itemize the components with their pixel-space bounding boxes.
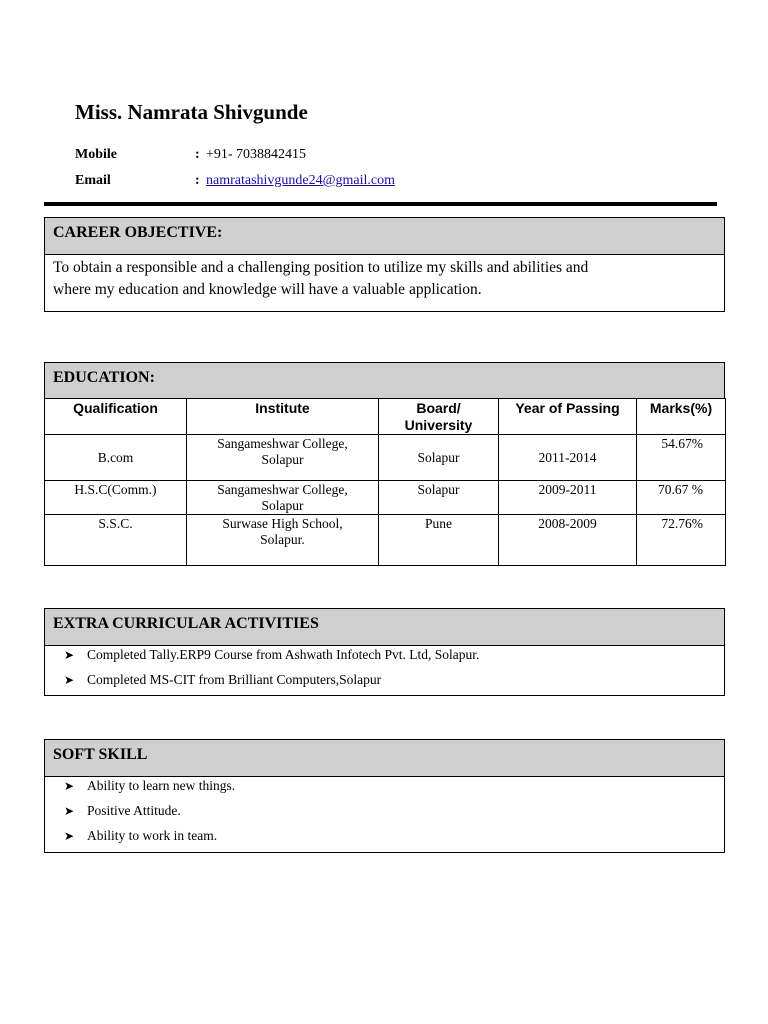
table-row: [45, 481, 726, 515]
career-objective-section: [44, 217, 725, 312]
email-colon: :: [195, 173, 200, 188]
cell-board: Solapur: [379, 481, 499, 515]
cell-year: 2009-2011: [499, 481, 637, 515]
cell-qualification: S.S.C.: [45, 515, 187, 566]
list-item-text: Ability to work in team.: [87, 828, 218, 843]
cell-marks: 54.67%: [637, 435, 726, 481]
table-header-row: [45, 399, 726, 435]
column-header-marks: Marks(%): [637, 399, 726, 435]
cell-board: Pune: [379, 515, 499, 566]
institute-line: Sangameshwar College,: [217, 482, 348, 497]
mobile-colon: :: [195, 147, 200, 162]
cell-marks: 70.67 %: [637, 481, 726, 515]
institute-line: Sangameshwar College,: [217, 436, 348, 451]
list-item-text: Ability to learn new things.: [87, 778, 236, 793]
header-divider: [44, 202, 717, 206]
list-item: [45, 646, 724, 671]
email-link[interactable]: namratashivgunde24@gmail.com: [206, 173, 396, 188]
cell-institute: [187, 481, 379, 515]
column-header-board: Board/ University: [379, 399, 499, 435]
column-header-qualification: Qualification: [45, 399, 187, 435]
soft-skill-list: [45, 777, 724, 852]
extra-curricular-section: [44, 608, 725, 696]
list-item: [45, 827, 724, 852]
cell-year: 2011-2014: [499, 435, 637, 481]
soft-skill-section: [44, 739, 725, 853]
institute-line: Solapur: [261, 452, 304, 467]
table-row: [45, 515, 726, 566]
list-item: [45, 671, 724, 696]
education-section: [44, 362, 725, 399]
candidate-name: Miss. Namrata Shivgunde: [75, 100, 308, 124]
bullet-arrow-icon: ➤: [64, 779, 75, 793]
list-item-text: Positive Attitude.: [87, 803, 181, 818]
institute-line: Solapur: [261, 498, 304, 513]
education-table: [44, 398, 726, 566]
bullet-arrow-icon: ➤: [64, 829, 75, 843]
cell-marks: 72.76%: [637, 515, 726, 566]
institute-line: Solapur.: [260, 532, 305, 547]
email-label: Email: [75, 173, 111, 188]
table-row: [45, 435, 726, 481]
mobile-label: Mobile: [75, 147, 117, 162]
career-objective-line: where my education and knowledge will have a valuable application.: [53, 281, 482, 298]
bullet-arrow-icon: ➤: [64, 673, 75, 687]
soft-skill-heading: SOFT SKILL: [45, 740, 724, 777]
list-item-text: Completed MS-CIT from Brilliant Computers,Solapur: [87, 672, 382, 687]
column-header-institute: Institute: [187, 399, 379, 435]
career-objective-heading: CAREER OBJECTIVE:: [45, 218, 724, 255]
extra-curricular-heading: EXTRA CURRICULAR ACTIVITIES: [45, 609, 724, 646]
career-objective-text: [45, 255, 724, 301]
list-item-text: Completed Tally.ERP9 Course from Ashwath Infotech Pvt. Ltd, Solapur.: [87, 647, 480, 662]
list-item: [45, 802, 724, 827]
cell-institute: [187, 435, 379, 481]
education-heading: EDUCATION:: [45, 363, 724, 399]
cell-qualification: H.S.C(Comm.): [45, 481, 187, 515]
bullet-arrow-icon: ➤: [64, 804, 75, 818]
cell-institute: [187, 515, 379, 566]
cell-qualification: B.com: [45, 435, 187, 481]
institute-line: Surwase High School,: [222, 516, 343, 531]
cell-year: 2008-2009: [499, 515, 637, 566]
cell-board: Solapur: [379, 435, 499, 481]
column-header-year: Year of Passing: [499, 399, 637, 435]
list-item: [45, 777, 724, 802]
bullet-arrow-icon: ➤: [64, 648, 75, 662]
mobile-value: +91- 7038842415: [206, 147, 307, 162]
extra-curricular-list: [45, 646, 724, 696]
career-objective-line: To obtain a responsible and a challenging position to utilize my skills and abilities and: [53, 259, 589, 276]
